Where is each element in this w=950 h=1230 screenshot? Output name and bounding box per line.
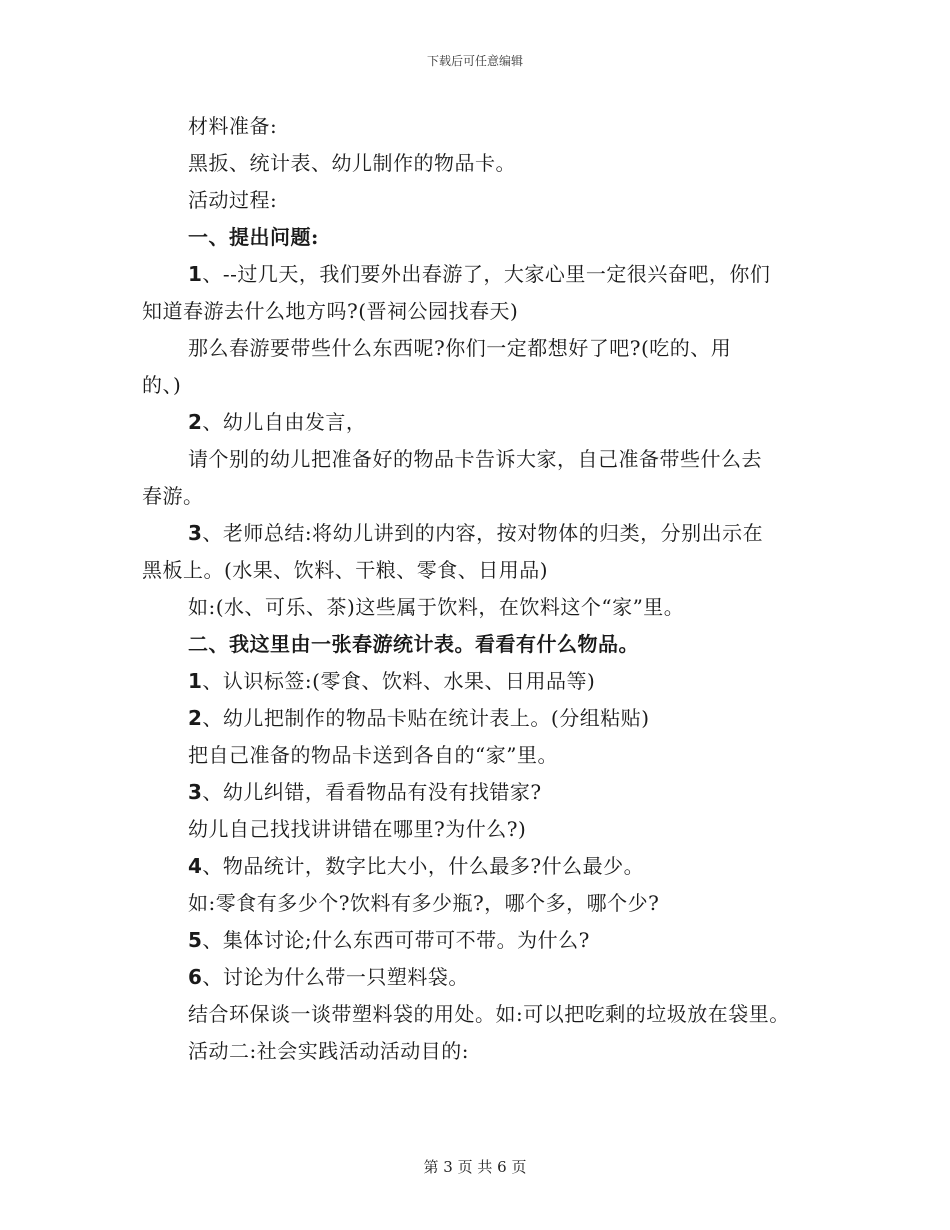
paragraph-line <box>142 108 832 145</box>
page-footer: 第 3 页 共 6 页 <box>423 1158 527 1176</box>
document-body <box>142 108 832 1070</box>
line-text: 、认识标签:(零食、饮料、水果、日用品等) <box>202 669 596 693</box>
list-number: 3 <box>188 521 203 545</box>
line-text: 活动过程: <box>188 188 278 212</box>
line-text: 、幼儿自由发言， <box>202 410 367 434</box>
paragraph-line <box>142 293 832 330</box>
line-text: 、幼儿纠错，看看物品有没有找错家? <box>202 780 542 804</box>
line-text: 那么春游要带些什么东西呢?你们一定都想好了吧?(吃的、用 <box>188 336 732 360</box>
line-text: 请个别的幼儿把准备好的物品卡告诉大家，自己准备带些什么去 <box>188 447 762 471</box>
line-text: 知道春游去什么地方吗?(晋祠公园找春天) <box>142 299 519 323</box>
paragraph-line <box>142 774 832 811</box>
section-heading <box>142 626 832 663</box>
paragraph-line <box>142 848 832 885</box>
paragraph-line <box>142 441 832 478</box>
paragraph-line <box>142 811 832 848</box>
line-text: 把自己准备的物品卡送到各自的“家”里。 <box>188 743 558 767</box>
line-text: 材料准备: <box>188 114 278 138</box>
paragraph-line <box>142 959 832 996</box>
line-text: 黑扳、统计表、幼儿制作的物品卡。 <box>188 151 516 175</box>
paragraph-line <box>142 330 832 367</box>
line-text: 春游。 <box>142 484 204 508</box>
line-text: 、物品统计，数字比大小，什么最多?什么最少。 <box>202 854 645 878</box>
line-text: 、--过几天，我们要外出春游了，大家心里一定很兴奋吧，你们 <box>202 262 771 286</box>
paragraph-line <box>142 552 832 589</box>
paragraph-line <box>142 885 832 922</box>
line-text: 的、) <box>142 373 182 397</box>
paragraph-line <box>142 663 832 700</box>
paragraph-line <box>142 404 832 441</box>
line-text: 一、提出问题: <box>188 225 319 249</box>
list-number: 1 <box>188 669 203 693</box>
list-number: 5 <box>188 928 203 952</box>
line-text: 如:(水、可乐、茶)这些属于饮料，在饮料这个“家”里。 <box>188 595 685 619</box>
paragraph-line <box>142 996 832 1033</box>
paragraph-line <box>142 589 832 626</box>
list-number: 2 <box>188 706 203 730</box>
line-text: 、幼儿把制作的物品卡贴在统计表上。(分组粘贴) <box>202 706 650 730</box>
paragraph-line <box>142 1033 832 1070</box>
paragraph-line <box>142 737 832 774</box>
list-number: 6 <box>188 965 203 989</box>
paragraph-line <box>142 182 832 219</box>
paragraph-line <box>142 515 832 552</box>
line-text: 活动二:社会实践活动活动目的: <box>188 1039 469 1063</box>
paragraph-line <box>142 367 832 404</box>
line-text: 幼儿自己找找讲讲错在哪里?为什么?) <box>188 817 527 841</box>
paragraph-line <box>142 256 832 293</box>
line-text: 、集体讨论;什么东西可带可不带。为什么? <box>202 928 590 952</box>
list-number: 1 <box>188 262 203 286</box>
line-text: 黑板上。(水果、饮料、干粮、零食、日用品) <box>142 558 549 582</box>
line-text: 二、我这里由一张春游统计表。看看有什么物品。 <box>188 632 639 656</box>
line-text: 结合环保谈一谈带塑料袋的用处。如:可以把吃剩的垃圾放在袋里。 <box>188 1002 790 1026</box>
list-number: 3 <box>188 780 203 804</box>
line-text: 如:零食有多少个?饮料有多少瓶?，哪个多，哪个少? <box>188 891 660 915</box>
paragraph-line <box>142 922 832 959</box>
paragraph-line <box>142 700 832 737</box>
paragraph-line <box>142 145 832 182</box>
list-number: 4 <box>188 854 203 878</box>
paragraph-line <box>142 478 832 515</box>
line-text: 、老师总结:将幼儿讲到的内容，按对物体的归类，分别出示在 <box>202 521 764 545</box>
page-header: 下载后可任意编辑 <box>426 54 523 68</box>
line-text: 、讨论为什么带一只塑料袋。 <box>202 965 469 989</box>
section-heading <box>142 219 832 256</box>
list-number: 2 <box>188 410 203 434</box>
